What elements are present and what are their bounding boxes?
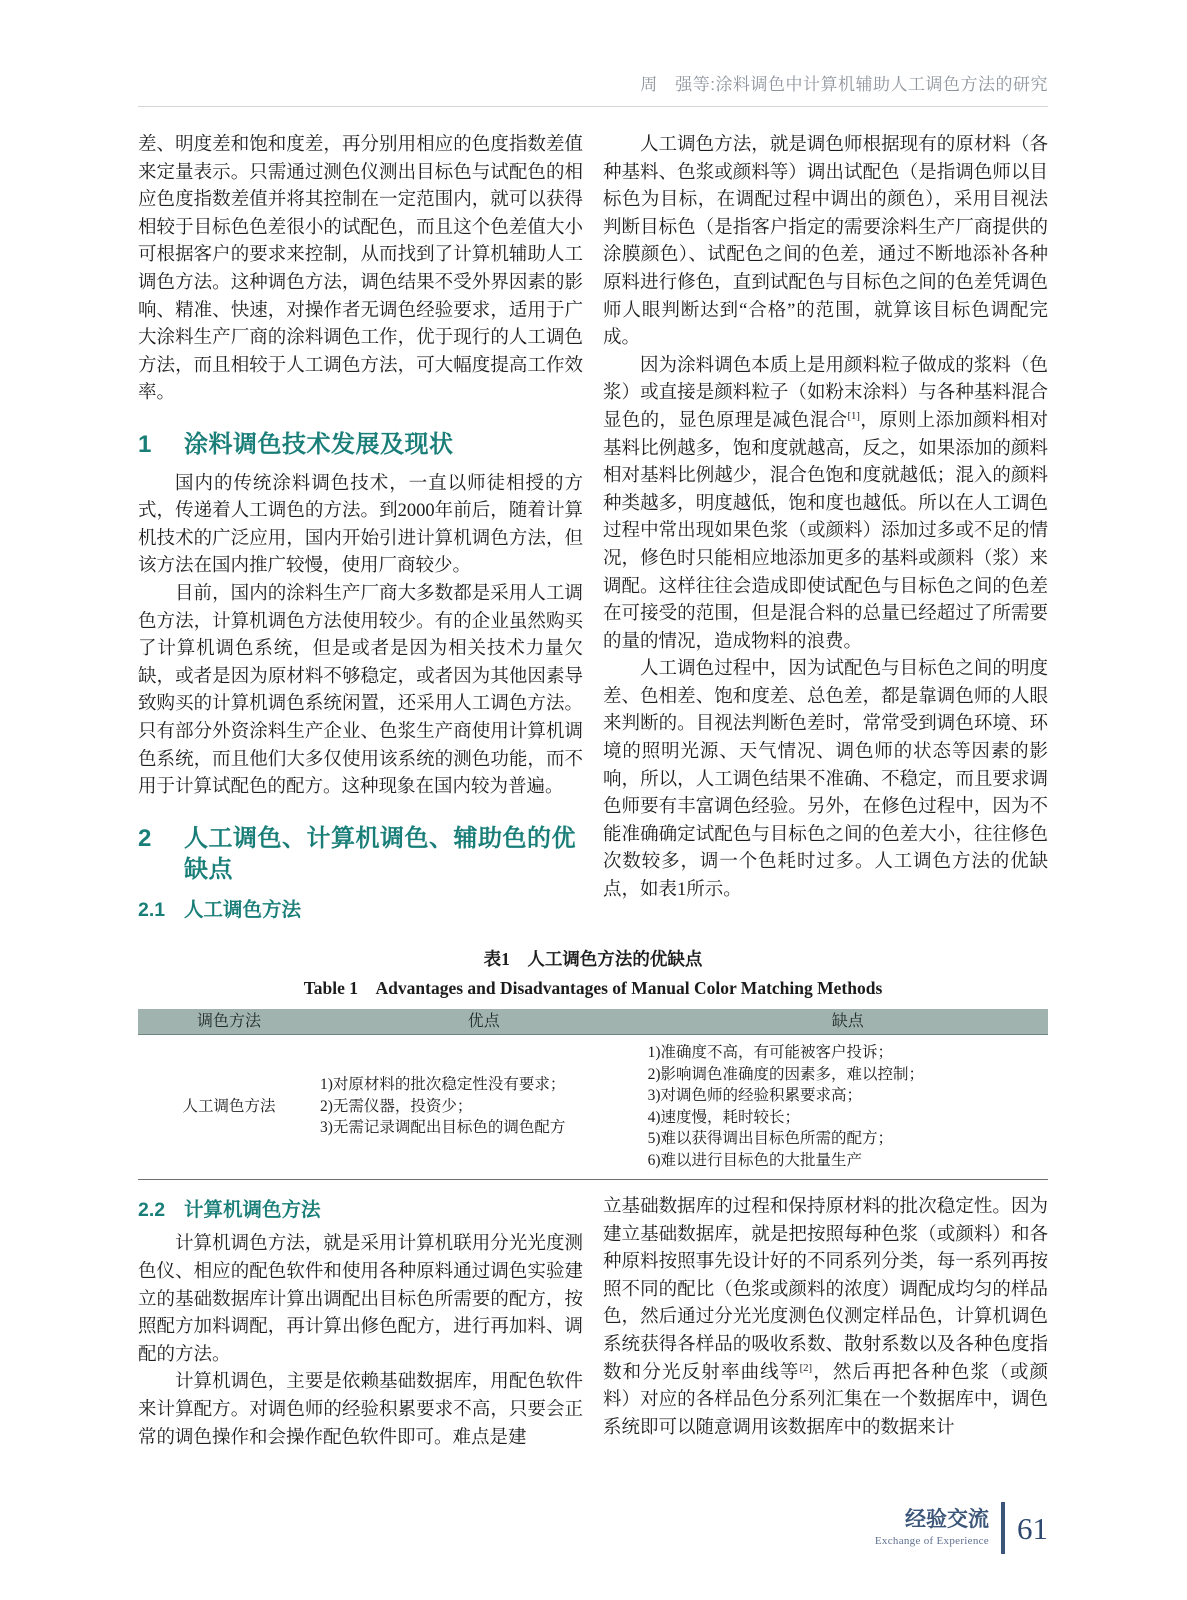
right-column [603, 132, 1048, 932]
section-1-body [138, 471, 583, 802]
paragraph: 目前，国内的涂料生产厂商大多数都是采用人工调色方法，计算机调色方法使用较少。有的企业虽然购买了计算机调色系统，但是或者是因为相关技术力量欠缺，或者是因为原材料不够稳定，或者因为其他因素导致购买的计算机调色系统闲置，还采用人工调色方法。只有部分外资涂料生产企业、色浆生产商使用计算机调色系统，而且他们大多仅使用该系统的测色功能，而不用于计算试配色的配方。这种现象在国内较为普遍。 [138, 584, 583, 798]
footer-section-zh: 经验交流 [905, 1508, 989, 1532]
paragraph: 人工调色过程中，因为试配色与目标色之间的明度差、色相差、饱和度差、总色差，都是靠调色师的人眼来判断的。目视法判断色差时，常常受到调色环境、环境的照明光源、天气情况、调色师的状态等因素的影响，所以，人工调色结果不准确、不稳定，而且要求调色师要有丰富调色经验。另外，在修色过程中，因为不能准确确定试配色与目标色之间的色差大小，往往修色次数较多，调一个色耗时过多。人工调色方法的优缺点，如表1所示。 [603, 659, 1048, 901]
column-header-advantages: 优点 [467, 1012, 500, 1030]
cell-method: 人工调色方法 [182, 1097, 276, 1115]
table-cell-line: 2)影响调色准确度的因素多，难以控制； [647, 1065, 925, 1083]
section-2-heading [138, 824, 583, 885]
table-caption-zh: 表1 人工调色方法的优缺点 [483, 948, 703, 969]
table-cell-line: 2)无需仪器，投资少； [320, 1097, 473, 1115]
paragraph: 差、明度差和饱和度差，再分别用相应的色度指数差值来定量表示。只需通过测色仪测出目标色与试配色的相应色度指数差值并将其控制在一定范围内，就可以获得相较于目标色色差很小的试配色，而且这个色差值大小可根据客户的要求来控制，从而找到了计算机辅助人工调色方法。这种调色方法，调色结果不受外界因素的影响、精准、快速，对操作者无调色经验要求，适用于广大涂料生产厂商的涂料调色工作，优于现行的人工调色方法，而且相较于人工调色方法，可大幅度提高工作效率。 [138, 135, 583, 404]
paragraph: 立基础数据库的过程和保持原材料的批次稳定性。因为建立基础数据库，就是把按照每种色浆（或颜料）和各种原料按照事先设计好的不同系列分类，每一系列再按照不同的配比（色浆或颜料的浓度）调配成均匀的样品色，然后通过分光光度测色仪测定样品色，计算机调色系统获得各样品的吸收系数、散射系数以及各种色度指数和分光反射率曲线等[2]，然后再把各种色浆（或颜料）对应的各样品色分系列汇集在一个数据库中，调色系统即可以随意调用该数据库中的数据来计 [603, 1197, 1048, 1438]
right-column-bottom [603, 1194, 1048, 1452]
section-title: 涂料调色技术发展及现状 [184, 430, 454, 458]
running-title: 周 强等:涂料调色中计算机辅助人工调色方法的研究 [640, 75, 1048, 94]
cell-disadvantages [648, 1035, 1048, 1180]
paragraph: 国内的传统涂料调色技术，一直以师徒相授的方式，传递着人工调色的方法。到2000年前后，随着计算机技术的广泛应用，国内开始引进计算机调色方法，但该方法在国内推广较慢，使用厂商较少。 [138, 473, 583, 577]
table-cell-line: 3)对调色师的经验积累要求高； [647, 1087, 863, 1105]
column-header-method: 调色方法 [196, 1012, 261, 1030]
table-1-header [138, 1009, 1048, 1035]
cell-advantages [320, 1035, 648, 1180]
footer-divider [1001, 1502, 1005, 1554]
reference-superscript: [2] [799, 1361, 813, 1374]
table-cell-line: 1)对原材料的批次稳定性没有要求； [320, 1076, 566, 1094]
table-cell-line: 1)准确度不高，有可能被客户投诉； [647, 1044, 894, 1062]
section-number: 1 [138, 430, 152, 458]
table-1 [138, 1009, 1048, 1181]
column-header-disadvantages: 缺点 [831, 1012, 864, 1030]
table-cell-line: 6)难以进行目标色的大批量生产 [647, 1151, 863, 1169]
subsection-number: 2.2 [138, 1199, 166, 1222]
page-body [138, 107, 1048, 1452]
paragraph: 计算机调色，主要是依赖基础数据库，用配色软件来计算配方。对调色师的经验积累要求不高，只要会正常的调色操作和会操作配色软件即可。难点是建 [138, 1372, 583, 1448]
paragraph: 计算机调色方法，就是采用计算机联用分光光度测色仪、相应的配色软件和使用各种原料通过调色实验建立的基础数据库计算出调配出目标色所需要的配方，按照配方加料调配，再计算出修色配方，进行再加料、调配的方法。 [138, 1234, 583, 1365]
subsection-title: 人工调色方法 [184, 899, 302, 922]
intro-continuation [138, 132, 583, 408]
columns-bottom [138, 1194, 1048, 1452]
footer-section-label [875, 1509, 989, 1546]
table-1-body [138, 1035, 1048, 1180]
right-column-continuation [603, 1194, 1048, 1442]
left-column [138, 132, 583, 932]
columns-top [138, 132, 1048, 932]
page-number: 61 [1017, 1510, 1048, 1546]
left-column-bottom [138, 1194, 583, 1452]
section-2-2-body [138, 1231, 583, 1452]
subsection-number: 2.1 [138, 899, 166, 922]
section-2-1-heading [138, 898, 583, 923]
table-row [138, 1035, 1048, 1180]
running-header [138, 70, 1048, 107]
table-1-block [138, 946, 1048, 1181]
paragraph: 人工调色方法，就是调色师根据现有的原材料（各种基料、色浆或颜料等）调出试配色（是指调色师以目标色为目标，在调配过程中调出的颜色），采用目视法判断目标色（是指客户指定的需要涂料生产厂商提供的涂膜颜色）、试配色之间的色差，通过不断地添补各种原料进行修色，直到试配色与目标色之间的色差凭调色师人眼判断达到“合格”的范围，就算该目标色调配完成。 [603, 135, 1048, 349]
footer-section-en: Exchange of Experience [874, 1534, 989, 1547]
table-cell-line: 4)速度慢，耗时较长； [647, 1108, 801, 1126]
reference-superscript: [1] [847, 409, 860, 422]
table-cell-line: 5)难以获得调出目标色所需的配方； [647, 1130, 894, 1148]
table-cell-line: 3)无需记录调配出目标色的调色配方 [320, 1119, 566, 1137]
right-column-body [603, 132, 1048, 905]
table-caption-en: Table 1 Advantages and Disadvantages of Manual Color Matching Methods [303, 977, 883, 998]
section-number: 2 [138, 824, 152, 852]
section-1-heading [138, 430, 583, 461]
section-title: 人工调色、计算机调色、辅助色的优缺点 [184, 824, 576, 883]
section-2-2-heading [138, 1198, 583, 1223]
subsection-title: 计算机调色方法 [184, 1199, 321, 1222]
paragraph: 因为涂料调色本质上是用颜料粒子做成的浆料（色浆）或直接是颜料粒子（如粉末涂料）与各种基料混合显色的，显色原理是减色混合[1]，原则上添加颜料相对基料比例越多，饱和度就越高，反之，如果添加的颜料相对基料比例越少，混合色饱和度就越低；混入的颜料种类越多，明度越低，饱和度也越低。所以在人工调色过程中常出现如果色浆（或颜料）添加过多或不足的情况，修色时只能相应地添加更多的基料或颜料（浆）来调配。这样往往会造成即使试配色与目标色之间的色差在可接受的范围，但是混合料的总量已经超过了所需要的量的情况，造成物料的浪费。 [603, 355, 1048, 652]
page-footer [875, 1502, 1048, 1600]
